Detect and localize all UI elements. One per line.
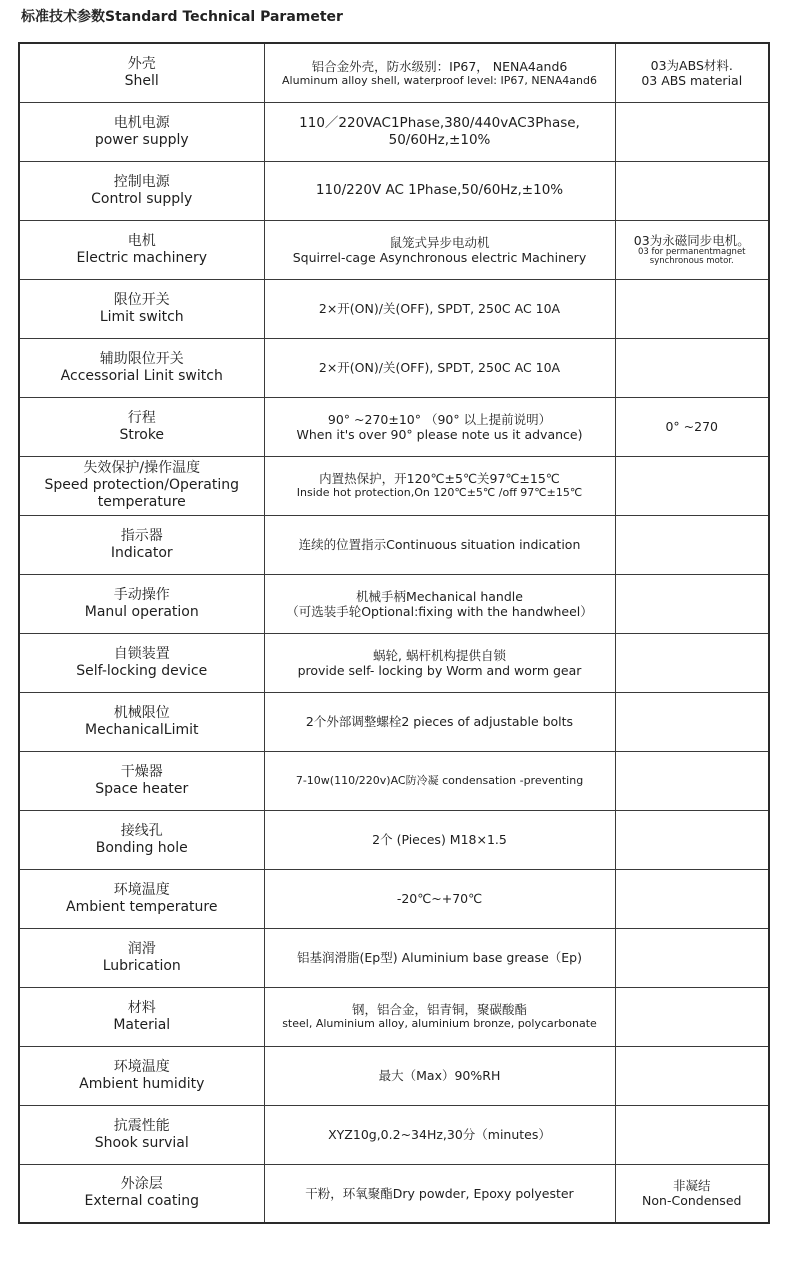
parameter-note-cell [615, 43, 769, 102]
parameter-value-cell [264, 397, 615, 456]
table-row [19, 397, 769, 456]
parameter-value-line-1: 内置热保护，开120℃±5℃关97℃±15℃ [319, 471, 560, 487]
parameter-label-cell [19, 692, 264, 751]
parameter-value-line-1: 7-10w(110/220v)AC防冷凝 condensation -preventing [295, 773, 584, 787]
table-row [19, 1164, 769, 1223]
parameter-label-en: Limit switch [99, 308, 184, 325]
parameter-label-en: Control supply [91, 190, 193, 207]
parameter-label-cn: 限位开关 [113, 291, 170, 308]
parameter-label-cell [19, 928, 264, 987]
parameter-value-cell [264, 1164, 615, 1223]
parameter-label-cn: 行程 [127, 409, 156, 426]
parameter-note-cell [615, 574, 769, 633]
parameter-value-cell [264, 810, 615, 869]
parameter-label-cn: 辅助限位开关 [99, 350, 184, 367]
parameter-label-en: Shell [124, 72, 159, 89]
parameter-value-cell [264, 751, 615, 810]
parameter-label-cn: 材料 [127, 999, 156, 1016]
parameter-label-cell [19, 869, 264, 928]
table-row [19, 987, 769, 1046]
table-row [19, 102, 769, 161]
table-row [19, 751, 769, 810]
parameter-value-cell [264, 1105, 615, 1164]
parameter-label-cell [19, 1046, 264, 1105]
table-row [19, 574, 769, 633]
parameter-note-line-2: 03 for permanentmagnet synchronous motor. [637, 246, 746, 266]
parameter-label-en: Self-locking device [76, 662, 208, 679]
parameter-note-cell [615, 220, 769, 279]
parameter-label-cn: 电机 [127, 232, 156, 249]
parameter-label-cell [19, 43, 264, 102]
parameter-value-line-1: 90° ~270±10° （90° 以上提前说明） [327, 411, 552, 427]
parameter-label-cn: 自锁装置 [113, 645, 170, 662]
parameter-value-line-1: -20℃~+70℃ [396, 891, 483, 906]
parameter-label-cell [19, 456, 264, 515]
document-title: 标准技术参数Standard Technical Parameter [21, 9, 343, 25]
parameter-value-line-1: 110／220VAC1Phase,380/440vAC3Phase, [299, 115, 580, 132]
parameter-label-cn: 干燥器 [120, 763, 163, 780]
parameter-note-cell [615, 928, 769, 987]
parameter-label-en: Indicator [110, 544, 173, 561]
parameter-label-cell [19, 397, 264, 456]
parameter-value-line-1: 连续的位置指示Continuous situation indication [298, 537, 581, 552]
parameter-label-en: Space heater [95, 780, 189, 797]
parameter-note-line-1: 非凝结 [672, 1178, 711, 1194]
parameter-value-cell [264, 102, 615, 161]
parameter-value-cell [264, 161, 615, 220]
table-row [19, 869, 769, 928]
parameter-label-en: External coating [84, 1193, 199, 1210]
parameter-label-cell [19, 279, 264, 338]
parameter-note-cell [615, 102, 769, 161]
parameter-value-line-2: When it's over 90° please note us it advance) [296, 426, 583, 442]
parameter-value-line-1: 2个外部调整螺栓2 pieces of adjustable bolts [305, 714, 574, 729]
parameter-label-en: Stroke [119, 426, 165, 443]
parameter-note-line-2: Non-Condensed [642, 1193, 742, 1209]
parameter-value-cell [264, 869, 615, 928]
parameter-value-line-2: steel, Aluminium alloy, aluminium bronze, polycarbonate [282, 1017, 597, 1031]
parameter-label-en: Accessorial Linit switch [60, 367, 223, 384]
parameter-note-line-1: 03为ABS材料. [650, 57, 733, 73]
parameter-value-line-1: XYZ10g,0.2~34Hz,30分（minutes） [328, 1127, 551, 1142]
parameter-label-en: Lubrication [102, 957, 181, 974]
parameter-note-cell [615, 633, 769, 692]
parameter-note-cell [615, 692, 769, 751]
parameter-note-cell [615, 751, 769, 810]
parameter-value-line-2: Squirrel-cage Asynchronous electric Machinery [292, 249, 587, 265]
table-row [19, 928, 769, 987]
parameter-note-cell [615, 810, 769, 869]
parameter-note-cell [615, 1046, 769, 1105]
table-row [19, 161, 769, 220]
parameter-label-cell [19, 810, 264, 869]
parameter-label-en: Bonding hole [95, 839, 188, 856]
parameter-note-cell [615, 397, 769, 456]
parameter-label-en: Ambient humidity [79, 1075, 205, 1092]
parameter-value-line-1: 2个 (Pieces) M18×1.5 [372, 832, 507, 847]
parameter-label-en: Manul operation [84, 603, 199, 620]
table-row [19, 43, 769, 102]
table-row [19, 220, 769, 279]
parameter-value-cell [264, 1046, 615, 1105]
parameter-note-cell [615, 338, 769, 397]
parameter-label-cell [19, 220, 264, 279]
parameter-value-cell [264, 987, 615, 1046]
parameter-label-cell [19, 1105, 264, 1164]
parameter-value-line-2: 50/60Hz,±10% [388, 131, 491, 148]
parameter-label-cell [19, 102, 264, 161]
parameter-value-line-1: 2×开(ON)/关(OFF), SPDT, 250C AC 10A [318, 360, 561, 375]
parameter-label-en: Shook survial [94, 1134, 189, 1151]
parameter-value-cell [264, 220, 615, 279]
parameter-value-line-1: 110/220V AC 1Phase,50/60Hz,±10% [315, 182, 564, 199]
parameter-label-cell [19, 633, 264, 692]
table-row [19, 692, 769, 751]
parameter-label-en: Speed protection/Operating temperature [44, 477, 240, 510]
parameter-label-cn: 环境温度 [113, 1058, 170, 1075]
parameter-label-en: Electric machinery [76, 249, 208, 266]
parameter-label-cell [19, 574, 264, 633]
parameter-label-en: MechanicalLimit [85, 721, 199, 738]
table-row [19, 515, 769, 574]
parameter-label-cn: 失效保护/操作温度 [83, 460, 201, 477]
parameter-label-cn: 外涂层 [120, 1176, 163, 1193]
table-row [19, 1046, 769, 1105]
parameter-value-cell [264, 692, 615, 751]
parameter-label-cn: 指示器 [120, 527, 163, 544]
table-row [19, 338, 769, 397]
parameter-note-cell [615, 515, 769, 574]
parameter-value-cell [264, 515, 615, 574]
parameter-note-cell [615, 987, 769, 1046]
parameter-value-line-1: 铝基润滑脂(Ep型) Aluminium base grease（Ep) [297, 950, 582, 965]
parameter-value-cell [264, 574, 615, 633]
parameter-value-line-2: Inside hot protection,On 120℃±5℃ /off 97℃±15℃ [296, 486, 583, 500]
parameter-value-cell [264, 338, 615, 397]
parameter-label-cell [19, 161, 264, 220]
parameter-label-cn: 手动操作 [113, 586, 170, 603]
parameter-label-cell [19, 987, 264, 1046]
parameter-label-cn: 环境温度 [113, 881, 170, 898]
parameter-label-cell [19, 515, 264, 574]
parameter-label-en: Material [113, 1016, 171, 1033]
parameter-label-cn: 抗震性能 [113, 1117, 170, 1134]
parameter-note-line-1: 0° ~270 [665, 419, 718, 434]
parameter-label-cn: 机械限位 [113, 704, 170, 721]
technical-parameter-table [18, 42, 770, 1224]
parameter-label-cell [19, 1164, 264, 1223]
table-row [19, 456, 769, 515]
parameter-note-cell [615, 161, 769, 220]
parameter-value-line-1: 2×开(ON)/关(OFF), SPDT, 250C AC 10A [318, 301, 561, 316]
parameter-value-cell [264, 633, 615, 692]
parameter-value-line-1: 鼠笼式异步电动机 [389, 234, 490, 250]
parameter-value-cell [264, 279, 615, 338]
parameter-value-line-1: 干粉，环氧聚酯Dry powder, Epoxy polyester [305, 1185, 574, 1201]
parameter-value-cell [264, 928, 615, 987]
parameter-label-cn: 接线孔 [120, 822, 163, 839]
parameter-note-cell [615, 1164, 769, 1223]
parameter-label-cell [19, 338, 264, 397]
parameter-label-cn: 外壳 [127, 55, 156, 72]
parameter-value-line-2: （可选装手轮Optional:fixing with the handwheel） [286, 603, 593, 619]
parameter-value-line-2: Aluminum alloy shell, waterproof level: IP67, NENA4and6 [282, 73, 597, 87]
parameter-note-cell [615, 1105, 769, 1164]
parameter-label-cn: 润滑 [127, 940, 156, 957]
parameter-value-line-1: 最大（Max）90%RH [378, 1068, 501, 1083]
parameter-label-cn: 电机电源 [113, 114, 170, 131]
parameter-label-en: Ambient temperature [66, 898, 218, 915]
parameter-note-cell [615, 869, 769, 928]
parameter-note-line-2: 03 ABS material [641, 72, 743, 88]
parameter-value-cell [264, 456, 615, 515]
parameter-value-line-1: 铝合金外壳，防水级别：IP67， NENA4and6 [311, 58, 568, 74]
table-row [19, 279, 769, 338]
parameter-label-cell [19, 751, 264, 810]
table-row [19, 633, 769, 692]
table-row [19, 1105, 769, 1164]
parameter-note-cell [615, 456, 769, 515]
parameter-label-en: power supply [94, 131, 189, 148]
table-row [19, 810, 769, 869]
parameter-value-cell [264, 43, 615, 102]
parameter-value-line-2: provide self- locking by Worm and worm gear [297, 662, 582, 678]
parameter-value-line-1: 钢，铝合金，铝青铜，聚碳酸酯 [351, 1002, 527, 1018]
parameter-note-line-1: 03为永磁同步电机。 [633, 232, 750, 248]
parameter-value-line-1: 蜗轮, 蜗杆机构提供自锁 [373, 647, 506, 663]
parameter-note-cell [615, 279, 769, 338]
parameter-value-line-1: 机械手柄Mechanical handle [356, 588, 523, 604]
parameter-label-cn: 控制电源 [113, 173, 170, 190]
